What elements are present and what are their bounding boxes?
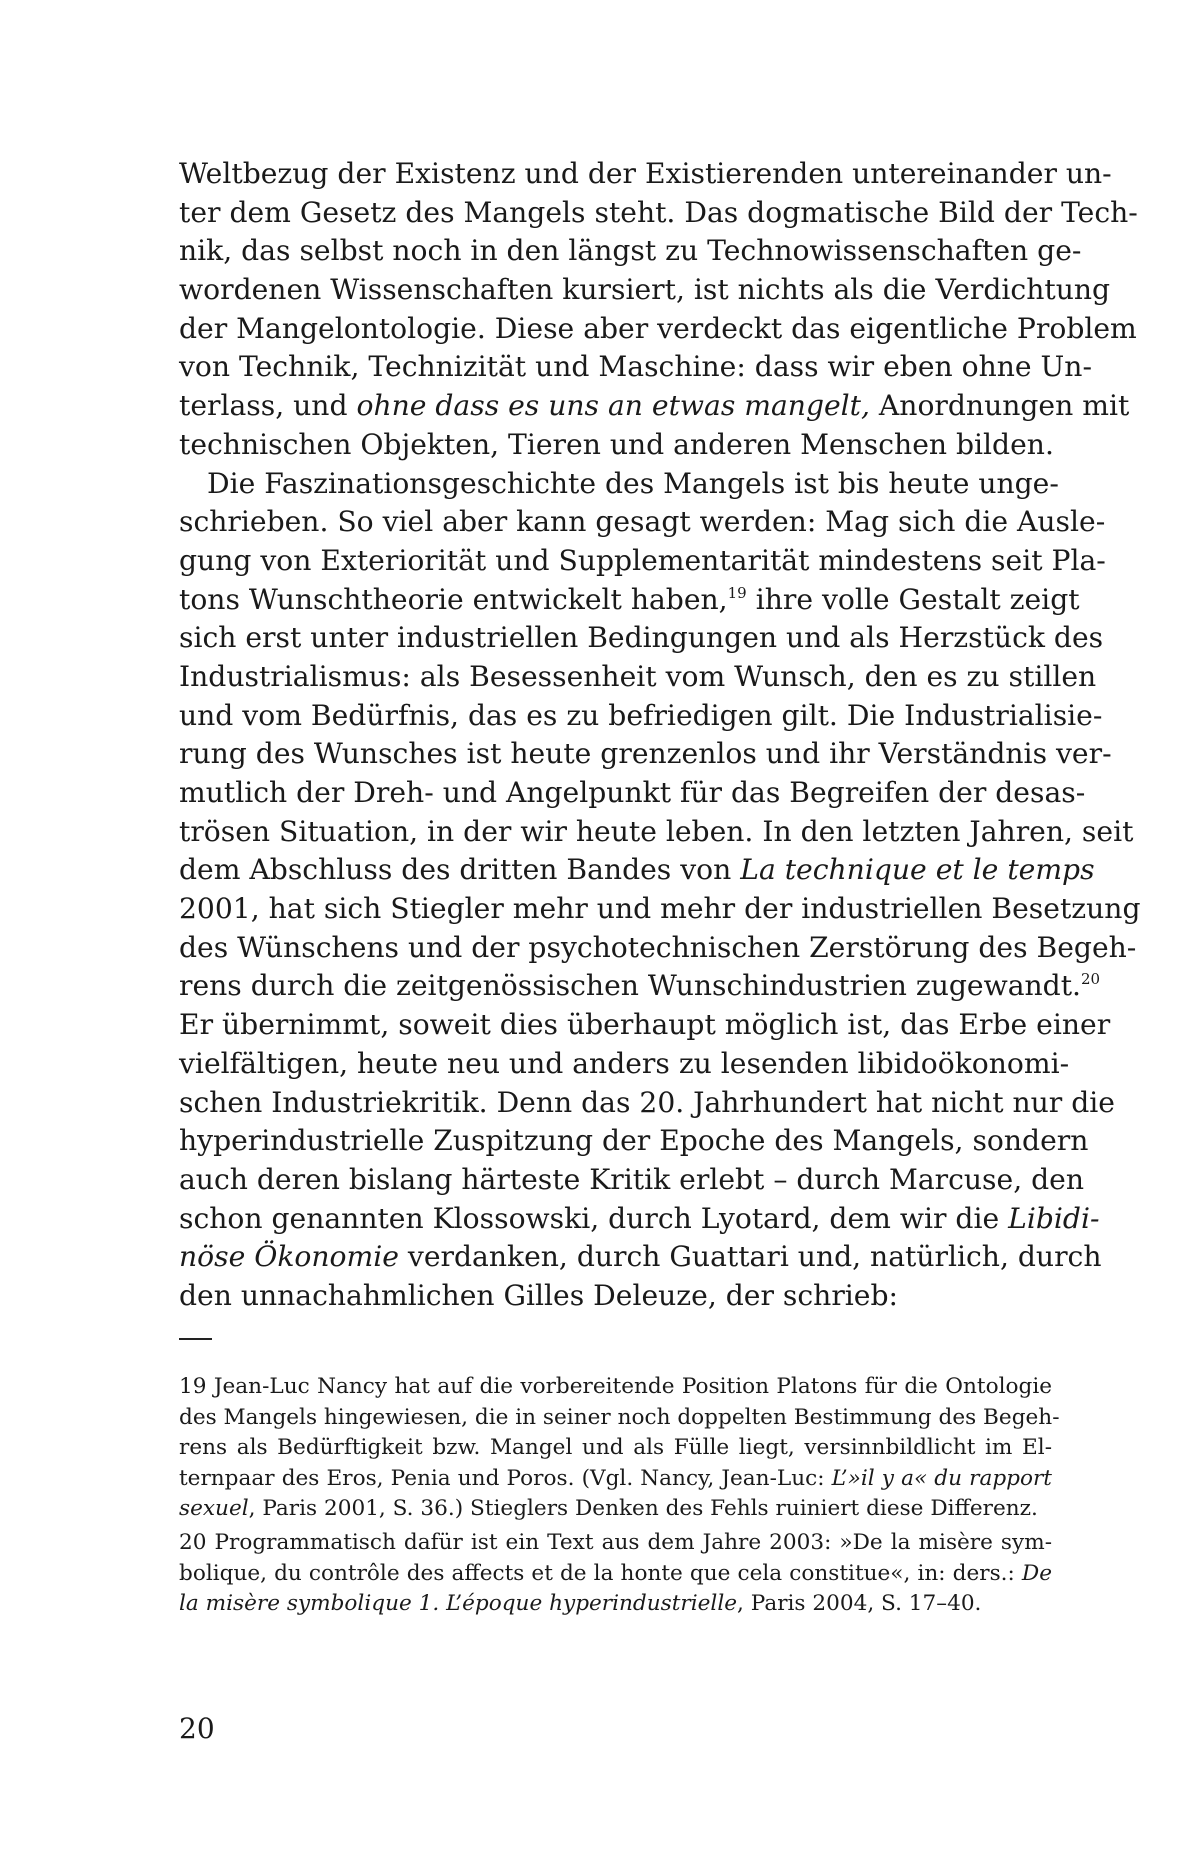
- book-title: Libidi-: [1008, 1201, 1100, 1235]
- text-line: von Technik, Technizität und Maschine: dass wir eben ohne Un-: [179, 350, 1092, 384]
- text-line: wordenen Wissenschaften kursiert, ist nichts als die Verdichtung: [179, 273, 1111, 307]
- footnote-line: des Mangels hingewiesen, die in seiner noch doppelten Bestimmung des Begeh-: [179, 1404, 1060, 1430]
- text-line: [179, 387, 1130, 426]
- book-title: La technique et le temps: [740, 853, 1095, 887]
- text-line: schen Industriekritik. Denn das 20. Jahrhundert hat nicht nur die: [179, 1085, 1115, 1119]
- text-line: ter dem Gesetz des Mangels steht. Das dogmatische Bild der Tech-: [179, 195, 1138, 229]
- text-segment: , Paris 2004, S. 17–40.: [737, 1591, 982, 1617]
- text-line: schrieben. So viel aber kann gesagt werden: Mag sich die Ausle-: [179, 505, 1106, 539]
- text-line: sich erst unter industriellen Bedingungen und als Herzstück des: [179, 621, 1104, 655]
- text-line: vielfältigen, heute neu und anders zu lesenden libidoökonomi-: [179, 1046, 1070, 1080]
- text-line: der Mangelontologie. Diese aber verdeckt das eigentliche Problem: [179, 311, 1137, 345]
- text-line: mutlich der Dreh- und Angelpunkt für das Begreifen der desas-: [179, 776, 1086, 809]
- page-number: 20: [179, 1712, 215, 1745]
- emphasis: ohne dass es uns an etwas mangelt,: [356, 389, 870, 423]
- text-segment: bolique, du contrôle des affects et de la honte que cela constitue«, in: ders.:: [179, 1560, 1022, 1586]
- book-title: la misère symbolique 1. L’époque hyperindustrielle: [179, 1591, 738, 1617]
- main-text: [179, 155, 1141, 1316]
- footnote-line: rens als Bedürftigkeit bzw. Mangel und als Fülle liegt, versinnbildlicht im El-: [179, 1435, 1052, 1461]
- text-line: nik, das selbst noch in den längst zu Technowissenschaften ge-: [179, 234, 1082, 268]
- text-line: des Wünschens und der psychotechnischen Zerstörung des Begeh-: [179, 930, 1137, 964]
- text-segment: ternpaar des Eros, Penia und Poros. (Vgl. Nancy, Jean-Luc:: [179, 1465, 832, 1491]
- text-segment: dem Abschluss des dritten Bandes von: [179, 853, 741, 887]
- text-segment: verdanken, durch Guattari und, natürlich, durch: [398, 1240, 1102, 1274]
- text-line: gung von Exteriorität und Supplementarität mindestens seit Pla-: [179, 543, 1106, 577]
- text-line: technischen Objekten, Tieren und anderen Menschen bilden.: [179, 427, 1054, 461]
- text-segment: Anordnungen mit: [869, 389, 1130, 423]
- text-line: Weltbezug der Existenz und der Existierenden untereinander un-: [179, 157, 1112, 190]
- text-line: Er übernimmt, soweit dies überhaupt möglich ist, das Erbe einer: [179, 1008, 1111, 1042]
- footnote-ref-19: 19: [727, 583, 747, 602]
- text-line: rung des Wunsches ist heute grenzenlos und ihr Verständnis ver-: [179, 737, 1112, 771]
- text-line: auch deren bislang härteste Kritik erlebt – durch Marcuse, den: [179, 1162, 1085, 1196]
- footnote-line: [179, 1589, 1052, 1620]
- footnote-divider: [179, 1338, 212, 1340]
- footnote-ref-20: 20: [1081, 970, 1101, 989]
- text-line: [179, 1238, 1102, 1277]
- text-line: hyperindustrielle Zuspitzung der Epoche des Mangels, sondern: [179, 1124, 1089, 1158]
- footnote-line: [179, 1464, 1052, 1495]
- text-segment: terlass, und: [179, 389, 357, 423]
- book-title: nöse Ökonomie: [179, 1240, 399, 1274]
- book-title: L’»il y a« du rapport: [831, 1465, 1052, 1491]
- text-line: [179, 851, 1095, 890]
- text-line: Die Faszinationsgeschichte des Mangels ist bis heute unge-: [207, 466, 1059, 500]
- text-segment: , Paris 2001, S. 36.) Stieglers Denken des Fehls ruiniert diese Differenz.: [248, 1496, 1038, 1522]
- footnote-line: [179, 1494, 1052, 1525]
- text-line: 2001, hat sich Stiegler mehr und mehr der industriellen Besetzung: [179, 892, 1141, 926]
- book-title: sexuel: [179, 1496, 249, 1522]
- text-segment: rens durch die zeitgenössischen Wunschindustrien zugewandt.: [179, 969, 1082, 1003]
- text-line: den unnachahmlichen Gilles Deleuze, der schrieb:: [179, 1278, 899, 1312]
- text-line: trösen Situation, in der wir heute leben. In den letzten Jahren, seit: [179, 814, 1134, 848]
- text-line: [179, 967, 1101, 1006]
- text-segment: tons Wunschtheorie entwickelt haben,: [179, 582, 728, 616]
- book-title: De: [1021, 1560, 1052, 1586]
- text-line: [179, 581, 1080, 620]
- footnote-line: 20 Programmatisch dafür ist ein Text aus dem Jahre 2003: »De la misère sym-: [179, 1529, 1052, 1555]
- text-segment: ihre volle Gestalt zeigt: [746, 582, 1080, 616]
- text-segment: schon genannten Klossowski, durch Lyotard, dem wir die: [179, 1201, 1009, 1235]
- footnote-line: [179, 1559, 1052, 1590]
- footnote-line: 19 Jean-Luc Nancy hat auf die vorbereitende Position Platons für die Ontologie: [179, 1374, 1052, 1399]
- footnotes: [179, 1372, 1060, 1620]
- text-line: und vom Bedürfnis, das es zu befriedigen gilt. Die Industrialisie-: [179, 698, 1103, 732]
- text-line: [179, 1200, 1100, 1239]
- text-line: Industrialismus: als Besessenheit vom Wunsch, den es zu stillen: [179, 659, 1097, 693]
